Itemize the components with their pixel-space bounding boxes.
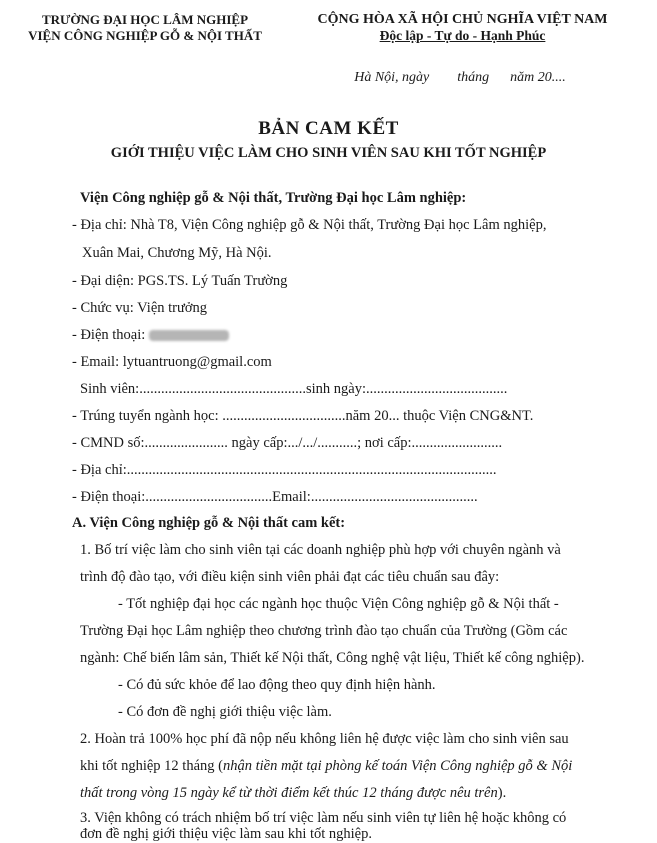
commitment-3-line2: đơn đề nghị giới thiệu việc làm sau khi tốt nghiệp.	[80, 826, 372, 842]
commitment-2-line1: 2. Hoàn trả 100% học phí đã nộp nếu không liên hệ được việc làm cho sinh viên sau	[80, 731, 569, 747]
commitment-2-close: ).	[497, 785, 507, 801]
commitment-2-note-cont: thất trong vòng 15 ngày kể từ thời điểm kết thúc 12 tháng được nêu trên	[80, 785, 498, 801]
institute-position: - Chức vụ: Viện trưởng	[72, 300, 208, 316]
date-line: Hà Nội, ngày tháng năm 20....	[354, 70, 566, 85]
criterion-3: - Có đơn đề nghị giới thiệu việc làm.	[118, 704, 332, 720]
institute-phone	[72, 327, 229, 344]
document-subtitle: GIỚI THIỆU VIỆC LÀM CHO SINH VIÊN SAU KHI TỐT NGHIỆP	[110, 145, 547, 161]
institute-address-line1: - Địa chỉ: Nhà T8, Viện Công nghiệp gỗ & Nội thất, Trường Đại học Lâm nghiệp,	[72, 217, 547, 233]
student-phone-email-field: - Điện thoại:...................................Email:..............................................	[72, 489, 478, 505]
student-name-field: Sinh viên:..............................................sinh ngày:.......................................	[80, 381, 508, 397]
document-title: BẢN CAM KẾT	[258, 118, 399, 139]
criterion-1-line1: - Tốt nghiệp đại học các ngành học thuộc Viện Công nghiệp gỗ & Nội thất -	[118, 596, 559, 612]
commitment-2-line2	[80, 758, 572, 775]
commitment-2-note: nhận tiền mặt tại phòng kế toán Viện Công nghiệp gỗ & Nội	[222, 758, 573, 774]
criterion-2: - Có đủ sức khỏe để lao động theo quy định hiện hành.	[118, 677, 436, 693]
student-major-field: - Trúng tuyển ngành học: ..................................năm 20... thuộc Viện CNG&NT.	[72, 408, 534, 424]
criterion-1-line2: Trường Đại học Lâm nghiệp theo chương trình đào tạo chuẩn của Trường (Gồm các	[80, 623, 568, 639]
commitment-3-line1: 3. Viện không có trách nhiệm bố trí việc làm nếu sinh viên tự liên hệ hoặc không có	[80, 810, 567, 826]
commitment-2-line3	[80, 785, 506, 802]
country-name: CỘNG HÒA XÃ HỘI CHỦ NGHĨA VIỆT NAM	[317, 12, 608, 27]
commitment-2-text: khi tốt nghiệp 12 tháng (	[80, 758, 223, 774]
student-id-card-field: - CMND số:....................... ngày cấp:.../.../...........; nơi cấp:.........................	[72, 435, 503, 451]
commitment-1-line2: trình độ đào tạo, với điều kiện sinh viên phải đạt các tiêu chuẩn sau đây:	[80, 569, 500, 585]
student-address-field: - Địa chỉ:......................................................................................................	[72, 462, 497, 478]
institute-email: - Email: lytuantruong@gmail.com	[72, 354, 272, 370]
institute-name: VIỆN CÔNG NGHIỆP GỖ & NỘI THẤT	[28, 28, 262, 43]
phone-label: - Điện thoại:	[72, 327, 146, 343]
section-a-heading: A. Viện Công nghiệp gỗ & Nội thất cam kết:	[72, 515, 346, 531]
redacted-phone-number	[149, 330, 229, 341]
institute-representative: - Đại diện: PGS.TS. Lý Tuấn Trường	[72, 273, 288, 289]
national-header	[285, 12, 640, 44]
institute-address-line2: Xuân Mai, Chương Mỹ, Hà Nội.	[82, 245, 272, 261]
university-name: TRƯỜNG ĐẠI HỌC LÂM NGHIỆP	[41, 12, 249, 27]
commitment-1-line1: 1. Bố trí việc làm cho sinh viên tại các doanh nghiệp phù hợp với chuyên ngành và	[80, 542, 561, 558]
national-motto: Độc lập - Tự do - Hạnh Phúc	[379, 28, 546, 43]
criterion-1-line3: ngành: Chế biến lâm sản, Thiết kế Nội thất, Công nghệ vật liệu, Thiết kế công nghiệp).	[80, 650, 585, 666]
issuing-organization	[20, 12, 270, 44]
institute-heading: Viện Công nghiệp gỗ & Nội thất, Trường Đại học Lâm nghiệp:	[80, 190, 467, 206]
